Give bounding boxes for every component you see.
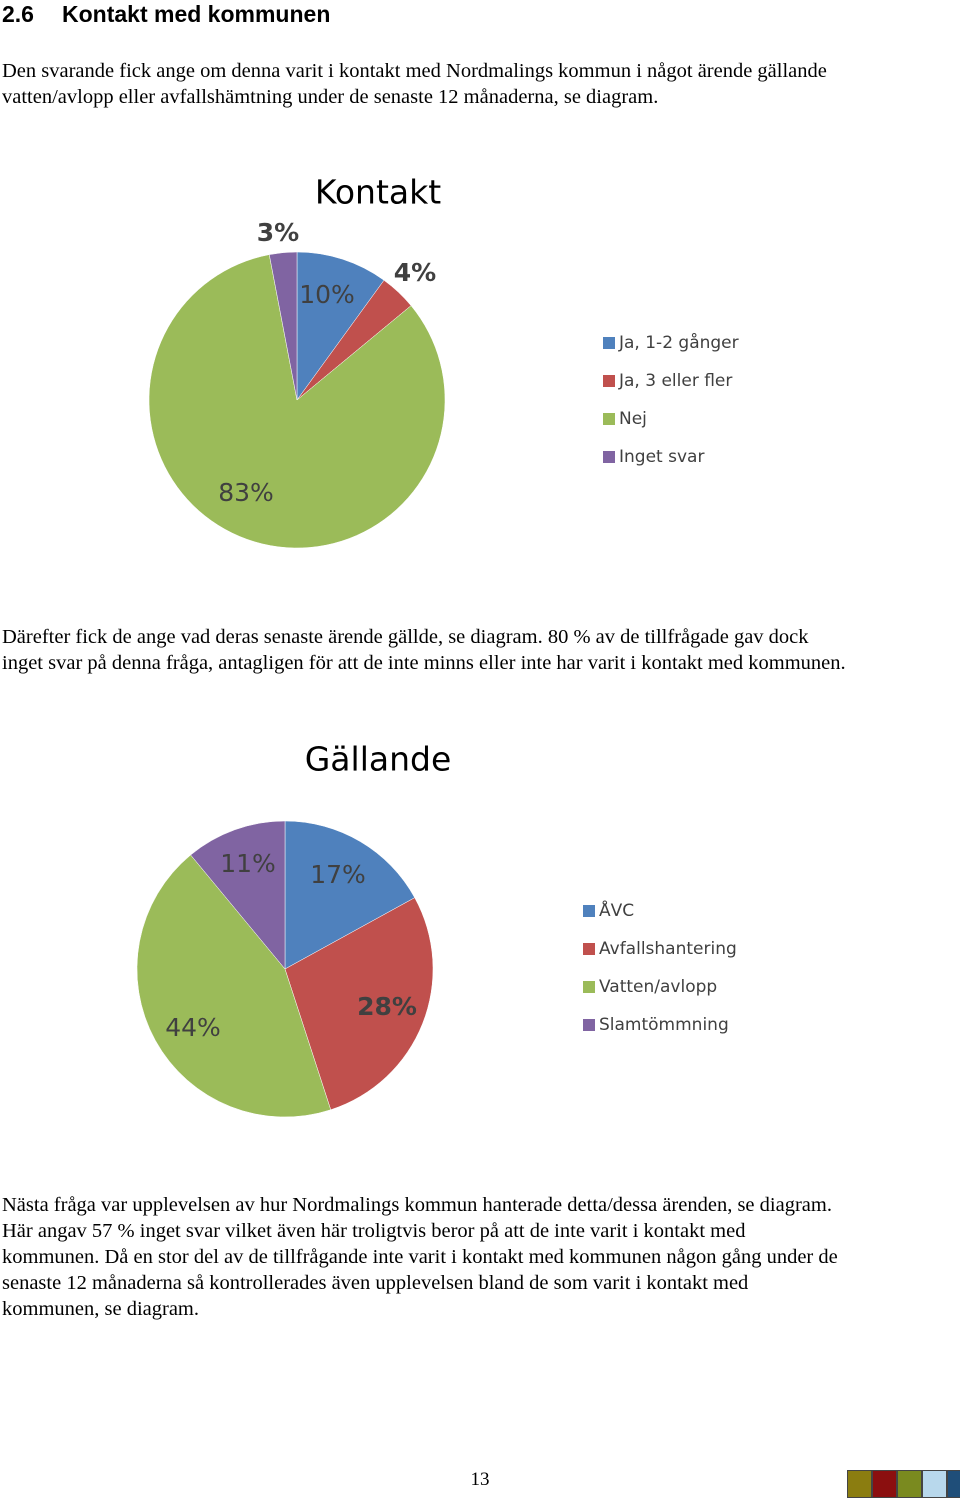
legend-label-ja-3-eller-fler: Ja, 3 eller fler [619,371,733,391]
legend-label-ja-1-2-ganger: Ja, 1-2 gånger [619,333,739,353]
paragraph-line: inget svar på denna fråga, antagligen för att de inte minns eller inte har varit i kontakt med kommunen. [2,652,846,674]
data-label: 11% [220,849,276,878]
corner-color-block [897,1470,922,1498]
legend-label-inget-svar: Inget svar [619,447,705,467]
data-label: 17% [310,860,366,889]
legend-swatch-avc [583,905,595,917]
paragraph-line: Nästa fråga var upplevelsen av hur Nordmalings kommun hanterade detta/dessa ärenden, se diagram. [2,1194,832,1216]
legend-label-vatten-avlopp: Vatten/avlopp [599,977,718,997]
legend-swatch-slamtommning [583,1019,595,1031]
legend-swatch-nej [603,413,615,425]
section-title: Kontakt med kommunen [62,1,331,27]
paragraph-gallande [2,624,952,676]
data-label: 10% [299,280,355,309]
paragraph-upplevelse [2,1192,952,1322]
legend-swatch-vatten-avlopp [583,981,595,993]
data-label: 4% [393,258,437,287]
legend-label-avc: ÅVC [599,901,635,921]
paragraph-line: kommunen, se diagram. [2,1298,199,1320]
paragraph-line: vatten/avlopp eller avfallshämtning under de senaste 12 månaderna, se diagram. [2,86,659,108]
chart-title: Kontakt [314,172,442,212]
corner-color-block [847,1470,872,1498]
paragraph-line: Därefter fick de ange vad deras senaste ärende gällde, se diagram. 80 % av de tillfrågade gav dock [2,626,809,648]
pie-chart-kontakt [100,150,860,570]
paragraph-line: Här angav 57 % inget svar vilket även här troligtvis beror på att de inte varit i kontakt med [2,1220,746,1242]
corner-color-block [947,1470,960,1498]
paragraph-intro [2,58,952,110]
chart-title: Gällande [304,739,452,779]
section-number: 2.6 [2,1,34,27]
legend-label-avfallshantering: Avfallshantering [599,939,737,959]
data-label: 83% [218,478,274,507]
paragraph-line: Den svarande fick ange om denna varit i kontakt med Nordmalings kommun i något ärende gällande [2,60,827,82]
legend-swatch-avfallshantering [583,943,595,955]
corner-color-block [872,1470,897,1498]
section-heading [2,0,330,28]
pie-chart-gallande [100,715,860,1135]
legend-label-nej: Nej [619,409,647,429]
legend-label-slamtommning: Slamtömmning [599,1015,729,1035]
data-label: 28% [357,992,417,1021]
corner-color-block [922,1470,947,1498]
corner-color-strip [847,1470,960,1498]
paragraph-line: senaste 12 månaderna så kontrollerades även upplevelsen bland de som varit i kontakt med [2,1272,749,1294]
page-number: 13 [470,1469,490,1490]
data-label: 3% [256,218,300,247]
data-label: 44% [165,1013,221,1042]
legend-swatch-ja-3-eller-fler [603,375,615,387]
legend-swatch-ja-1-2-ganger [603,337,615,349]
paragraph-line: kommunen. Då en stor del av de tillfrågande inte varit i kontakt med kommunen någon gång under de [2,1246,838,1268]
legend-swatch-inget-svar [603,451,615,463]
